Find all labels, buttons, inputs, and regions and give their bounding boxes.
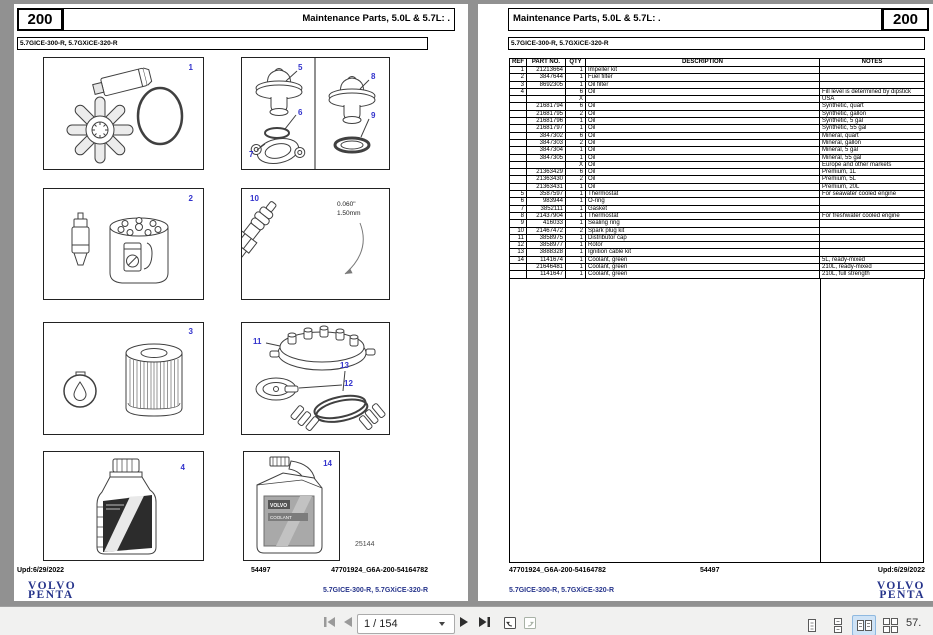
table-cell: Rotor [586, 242, 820, 249]
next-page-button[interactable] [459, 616, 470, 631]
coolant-label-text: COOLANT [270, 515, 292, 520]
table-cell [510, 118, 527, 125]
table-cell: 1141647 [527, 271, 566, 278]
table-cell [510, 169, 527, 176]
table-row [510, 191, 925, 198]
footer-models-right: 5.7GICE-300-R, 5.7GXiCE-320-R [509, 587, 615, 594]
column-header: DESCRIPTION [586, 59, 820, 67]
table-cell: Spark plug kit [586, 227, 820, 234]
table-cell: Oil [586, 154, 820, 161]
table-cell: 2 [566, 176, 586, 183]
table-cell: 3 [510, 81, 527, 88]
table-empty-area [509, 279, 924, 563]
table-cell: For seawater cooled engine [820, 191, 925, 198]
table-cell: Thermostat [586, 191, 820, 198]
table-row [510, 264, 925, 271]
table-cell: 1141674 [527, 256, 566, 263]
volvo-penta-logo [28, 582, 76, 599]
table-cell: Premium, 20L [820, 183, 925, 190]
model-line-right: 5.7GICE-300-R, 5.7GXiCE-320-R [508, 37, 925, 50]
table-cell [527, 88, 566, 95]
spark-plug-drawing [242, 189, 389, 299]
continuous-view-button[interactable] [826, 615, 850, 635]
table-cell: 210L, ready-mixed [820, 264, 925, 271]
logo-line-penta: PENTA [879, 588, 925, 601]
figure-spark-plug [241, 188, 390, 300]
table-row [510, 139, 925, 146]
table-cell: Impeller kit [586, 67, 820, 74]
table-cell: 10 [510, 227, 527, 234]
table-cell: 9 [510, 220, 527, 227]
table-cell: Oil [586, 88, 820, 95]
table-cell: 21213664 [527, 67, 566, 74]
table-cell: Synthetic, quart [820, 103, 925, 110]
table-row [510, 88, 925, 95]
table-cell: Oil [586, 161, 820, 168]
page-number-right: 200 [882, 8, 929, 31]
table-row [510, 169, 925, 176]
chevron-down-icon [439, 622, 445, 626]
table-cell: Oil [586, 125, 820, 132]
table-cell [510, 161, 527, 168]
table-cell: 1 [566, 125, 586, 132]
table-row [510, 212, 925, 219]
spark-gap-inches: 0.060" [337, 201, 356, 208]
table-cell: Mineral, 5 gal [820, 147, 925, 154]
single-page-icon [805, 618, 819, 633]
table-cell: 13 [510, 249, 527, 256]
table-row [510, 132, 925, 139]
table-cell: Oil [586, 183, 820, 190]
table-cell: 21437904 [527, 212, 566, 219]
table-cell: Mineral, gallon [820, 139, 925, 146]
facing-continuous-icon [882, 618, 899, 633]
table-cell [510, 96, 527, 103]
right-page [478, 4, 933, 601]
last-page-button[interactable] [477, 616, 492, 631]
table-cell: Oil [586, 118, 820, 125]
table-cell: Europe and other markets [820, 161, 925, 168]
table-row [510, 67, 925, 74]
table-cell: Oil [586, 132, 820, 139]
table-cell: 1 [566, 205, 586, 212]
table-cell: 1 [566, 147, 586, 154]
table-cell [820, 220, 925, 227]
volvo-penta-logo-right [877, 582, 925, 599]
table-cell: 3852111 [527, 205, 566, 212]
figure-fuel-filter [43, 188, 204, 300]
table-cell: Fill level is determined by dipstick [820, 88, 925, 95]
table-row [510, 96, 925, 103]
table-cell: 3847302 [527, 132, 566, 139]
table-cell: Sealing ring [586, 220, 820, 227]
facing-continuous-view-button[interactable] [878, 615, 902, 635]
table-cell: 1 [566, 256, 586, 263]
table-cell [510, 139, 527, 146]
logo-line-volvo: VOLVO [28, 580, 77, 592]
table-cell: 21646481 [527, 264, 566, 271]
table-row [510, 176, 925, 183]
footer-docref-right: 47701924_G6A-200-54164782 [509, 567, 606, 574]
table-cell: Coolant, green [586, 271, 820, 278]
previous-view-icon [500, 614, 518, 631]
notes-column-line [820, 279, 821, 562]
table-cell [510, 132, 527, 139]
table-cell: 14 [510, 256, 527, 263]
table-cell: Thermostat [586, 212, 820, 219]
table-cell: 21681796 [527, 118, 566, 125]
table-cell: 21363429 [527, 169, 566, 176]
table-cell [820, 234, 925, 241]
table-header-row [510, 59, 925, 67]
figure-coolant [243, 451, 340, 561]
page-number-left: 200 [17, 8, 63, 31]
table-cell: 3847304 [527, 147, 566, 154]
table-cell: Oil filter [586, 81, 820, 88]
table-cell: 3847644 [527, 74, 566, 81]
table-cell: 8692305 [527, 81, 566, 88]
table-cell: 6 [566, 88, 586, 95]
callout-14: 14 [323, 459, 332, 468]
left-page [14, 4, 468, 601]
figure-thermostats [241, 57, 390, 170]
first-page-icon [322, 616, 337, 628]
table-row [510, 242, 925, 249]
oil-bottle-drawing [44, 452, 203, 560]
table-cell: 21467472 [527, 227, 566, 234]
callout-1: 1 [188, 63, 193, 72]
table-cell: 1 [566, 198, 586, 205]
table-cell: Mineral, 55 gal [820, 154, 925, 161]
next-view-button[interactable] [522, 614, 540, 634]
next-page-icon [459, 616, 470, 628]
table-cell: 1 [566, 212, 586, 219]
first-page-button[interactable] [322, 616, 337, 631]
table-cell: 1 [566, 264, 586, 271]
footer-updated-right: Upd:6/29/2022 [877, 567, 925, 574]
logo-line-penta: PENTA [28, 588, 74, 601]
table-cell: 5 [510, 191, 527, 198]
table-cell: 210L, full strength [820, 271, 925, 278]
facing-view-button[interactable] [852, 615, 876, 635]
table-row [510, 125, 925, 132]
table-cell: 1 [510, 67, 527, 74]
table-cell: Oil [586, 139, 820, 146]
coolant-brand-text: VOLVO [270, 503, 288, 509]
table-cell: Oil [586, 169, 820, 176]
table-cell: 3858977 [527, 242, 566, 249]
oil-filter-drawing [44, 323, 203, 434]
table-cell: 1 [566, 249, 586, 256]
callout-13: 13 [340, 361, 349, 370]
table-cell [820, 249, 925, 256]
table-cell: 21363430 [527, 176, 566, 183]
table-row [510, 249, 925, 256]
last-page-icon [477, 616, 492, 628]
column-header: QTY [566, 59, 586, 67]
table-cell: Coolant, green [586, 264, 820, 271]
page-number-input[interactable] [358, 618, 434, 630]
logo-line-volvo: VOLVO [876, 580, 925, 592]
table-cell [586, 96, 820, 103]
bottom-toolbar [0, 606, 933, 635]
coolant-drawing [244, 452, 339, 560]
table-cell: 3858975 [527, 234, 566, 241]
table-cell: 5L, ready-mixed [820, 256, 925, 263]
callout-5: 5 [298, 63, 303, 72]
thermostats-drawing [242, 58, 389, 169]
table-cell [820, 81, 925, 88]
table-row [510, 118, 925, 125]
page-dropdown-caret[interactable] [434, 615, 450, 633]
table-cell: 3888328 [527, 249, 566, 256]
table-cell: 1 [566, 81, 586, 88]
table-row [510, 81, 925, 88]
table-cell [510, 110, 527, 117]
figure-oil-filter [43, 322, 204, 435]
impeller-kit-drawing [44, 58, 203, 169]
table-cell: 6 [566, 132, 586, 139]
table-cell: 1 [566, 220, 586, 227]
callout-7: 7 [249, 150, 254, 159]
table-row [510, 183, 925, 190]
table-cell: Synthetic, 55 gal [820, 125, 925, 132]
table-cell: 2 [510, 74, 527, 81]
column-header: PART NO. [527, 59, 566, 67]
table-cell: 1 [566, 118, 586, 125]
callout-3: 3 [188, 327, 193, 336]
table-row [510, 227, 925, 234]
table-cell: Oil [586, 103, 820, 110]
table-row [510, 234, 925, 241]
table-cell [820, 74, 925, 81]
page-number-box [357, 614, 455, 634]
table-cell: 1 [566, 191, 586, 198]
table-cell: 2 [566, 227, 586, 234]
table-cell: 8 [510, 212, 527, 219]
table-cell: Premium, 5L [820, 176, 925, 183]
ignition-parts-drawing [242, 323, 389, 434]
table-row [510, 271, 925, 278]
previous-page-icon [342, 616, 353, 628]
model-line-left: 5.7GICE-300-R, 5.7GXiCE-320-R [17, 37, 428, 50]
table-cell: Oil [586, 176, 820, 183]
footer-models-left: 5.7GICE-300-R, 5.7GXiCE-320-R [322, 587, 428, 594]
table-cell: 3587597 [527, 191, 566, 198]
table-cell: Fuel filter [586, 74, 820, 81]
table-cell: Premium, 1L [820, 169, 925, 176]
fuel-filter-drawing [44, 189, 203, 299]
footer-sheet-right: 54497 [700, 567, 720, 574]
table-cell: 3847305 [527, 154, 566, 161]
spark-gap-mm: 1.50mm [337, 210, 361, 217]
table-cell: O-ring [586, 198, 820, 205]
table-cell: 983944 [527, 198, 566, 205]
table-row [510, 147, 925, 154]
callout-11: 11 [253, 337, 262, 346]
table-cell: 7 [510, 205, 527, 212]
table-cell [510, 125, 527, 132]
table-row [510, 198, 925, 205]
table-cell: Synthetic, gallon [820, 110, 925, 117]
table-cell [510, 147, 527, 154]
figure-ignition-parts [241, 322, 390, 435]
table-cell: 6 [566, 169, 586, 176]
figure-oil-bottle [43, 451, 204, 561]
table-cell [820, 67, 925, 74]
spark-gap-label [337, 200, 360, 218]
table-cell [527, 96, 566, 103]
previous-page-button[interactable] [342, 616, 353, 631]
table-cell [527, 161, 566, 168]
table-cell: Gasket [586, 205, 820, 212]
callout-9: 9 [371, 111, 376, 120]
table-cell: 21681795 [527, 110, 566, 117]
table-cell: X [566, 161, 586, 168]
table-cell: 2 [566, 139, 586, 146]
table-cell: Oil [586, 110, 820, 117]
table-cell [510, 103, 527, 110]
callout-8: 8 [371, 72, 376, 81]
table-cell: 1 [566, 67, 586, 74]
parts-table [509, 58, 925, 279]
table-cell: For freshwater cooled engine [820, 212, 925, 219]
table-cell: X [566, 96, 586, 103]
table-row [510, 220, 925, 227]
next-view-icon [522, 614, 540, 631]
table-cell: USA [820, 96, 925, 103]
table-row [510, 154, 925, 161]
table-cell: 21681797 [527, 125, 566, 132]
continuous-page-icon [831, 618, 845, 633]
table-cell: Coolant, green [586, 256, 820, 263]
callout-4: 4 [180, 463, 185, 472]
zoom-level-label: 57. [906, 617, 922, 629]
table-cell [510, 271, 527, 278]
callout-6: 6 [298, 108, 303, 117]
table-cell: Oil [586, 147, 820, 154]
table-row [510, 110, 925, 117]
page-title-left: Maintenance Parts, 5.0L & 5.7L: . [63, 8, 455, 31]
table-cell [510, 176, 527, 183]
footer-updated-left: Upd:6/29/2022 [17, 567, 65, 574]
table-row [510, 256, 925, 263]
table-cell [820, 205, 925, 212]
table-cell: 12 [510, 242, 527, 249]
table-cell [510, 154, 527, 161]
table-row [510, 161, 925, 168]
table-cell: 1 [566, 74, 586, 81]
footer-sheet-left: 54497 [251, 567, 271, 574]
table-cell: 1 [566, 271, 586, 278]
single-page-view-button[interactable] [800, 615, 824, 635]
table-cell: 21681794 [527, 103, 566, 110]
column-header: NOTES [820, 59, 925, 67]
table-cell [820, 227, 925, 234]
table-cell: 6 [510, 198, 527, 205]
table-cell: 21363431 [527, 183, 566, 190]
table-row [510, 205, 925, 212]
table-cell: 11 [510, 234, 527, 241]
callout-12: 12 [344, 379, 353, 388]
table-row [510, 74, 925, 81]
facing-pages-icon [856, 618, 873, 633]
table-cell: 1 [566, 154, 586, 161]
table-cell: Distributor cap [586, 234, 820, 241]
previous-view-button[interactable] [500, 614, 518, 634]
table-cell: 1 [566, 183, 586, 190]
table-cell: Mineral, quart [820, 132, 925, 139]
table-cell: 1 [566, 234, 586, 241]
table-cell [820, 242, 925, 249]
column-header: REF [510, 59, 527, 67]
table-cell: 1 [566, 242, 586, 249]
callout-2: 2 [188, 194, 193, 203]
table-row [510, 103, 925, 110]
table-cell: Ignition cable kit [586, 249, 820, 256]
page-title-right: Maintenance Parts, 5.0L & 5.7L: . [508, 8, 882, 31]
callout-10: 10 [250, 194, 259, 203]
table-cell: 416033 [527, 220, 566, 227]
table-cell: 3847303 [527, 139, 566, 146]
table-cell [510, 183, 527, 190]
table-cell: 2 [566, 110, 586, 117]
figure-reference-number: 25144 [355, 541, 375, 548]
table-cell [820, 198, 925, 205]
footer-docref-left: 47701924_G6A-200-54164782 [331, 567, 428, 574]
table-cell: 4 [510, 88, 527, 95]
table-cell [510, 264, 527, 271]
table-cell: Synthetic, 5 gal [820, 118, 925, 125]
figure-impeller-kit [43, 57, 204, 170]
table-cell: 6 [566, 103, 586, 110]
